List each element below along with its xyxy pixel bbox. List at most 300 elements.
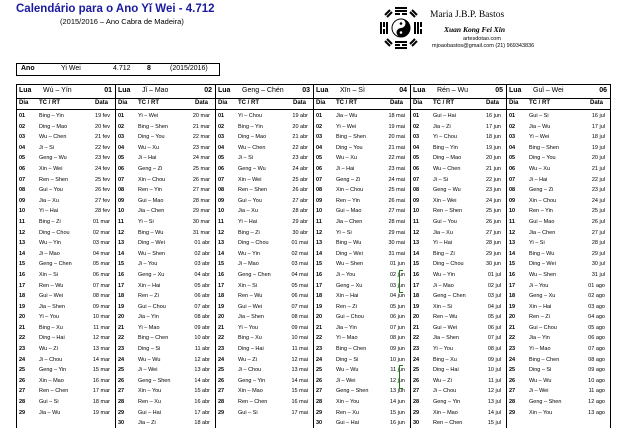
month-header	[17, 84, 116, 99]
calendar-row	[216, 302, 314, 313]
day-number: 26	[509, 377, 516, 384]
day-number: 17	[509, 282, 516, 289]
page-subtitle: (2015/2016 – Ano Cabra de Madeira)	[60, 17, 184, 26]
gregorian-date: 21 jun	[486, 165, 501, 172]
calendar-row	[17, 397, 116, 408]
stem-branch: Ji – Chou	[433, 388, 457, 395]
stem-branch: Gui – Hai	[336, 420, 359, 427]
calendar-row	[507, 408, 611, 419]
day-number: 27	[218, 388, 225, 395]
stem-branch: Ji – Hai	[529, 176, 548, 183]
day-number: 23	[19, 346, 26, 353]
calendar-row	[216, 196, 314, 207]
stem-branch: Ren – Yin	[138, 187, 162, 194]
stem-branch: Ding – Mao	[433, 155, 462, 162]
gregorian-date: 07 jul	[487, 335, 501, 342]
column-headers	[314, 98, 411, 110]
stem-branch: Gui – Mao	[529, 218, 555, 225]
day-number: 17	[118, 282, 125, 289]
day-number: 13	[19, 240, 26, 247]
gregorian-date: 11 abr	[194, 346, 210, 353]
gregorian-date: 30 mar	[192, 218, 210, 225]
gregorian-date: 15 abr	[194, 388, 210, 395]
gregorian-date: 23 abr	[292, 155, 308, 162]
calendar-row	[411, 408, 507, 419]
gregorian-date: 17 mai	[291, 409, 308, 416]
stem-branch: Ji – Wei	[336, 377, 356, 384]
day-number: 02	[413, 123, 420, 130]
day-number: 15	[316, 261, 323, 268]
calendar-row	[411, 196, 507, 207]
day-header: Dia	[218, 100, 228, 106]
stem-branch: Xin – Hai	[138, 282, 161, 289]
calendar-row	[411, 323, 507, 334]
calendar-row	[507, 228, 611, 239]
calendar-row	[17, 302, 116, 313]
calendar-row	[507, 122, 611, 133]
column-headers	[17, 98, 116, 110]
calendar-row	[216, 397, 314, 408]
gregorian-date: 28 fev	[95, 208, 110, 215]
day-number: 30	[316, 420, 323, 427]
stem-branch: Ji – Mao	[39, 250, 60, 257]
gregorian-date: 02 ago	[588, 293, 605, 300]
tcrt-header: TC / RT	[138, 100, 159, 106]
day-number: 08	[316, 187, 323, 194]
day-number: 22	[118, 335, 125, 342]
gregorian-date: 28 mai	[388, 218, 405, 225]
day-number: 09	[218, 197, 225, 204]
day-number: 01	[118, 113, 125, 119]
stem-branch: Bing – Xu	[238, 335, 262, 342]
gregorian-date: 25 jun	[486, 208, 501, 215]
stem-branch: Ren – Yin	[529, 208, 553, 215]
gregorian-date: 14 jul	[487, 409, 501, 416]
year-info-box	[16, 63, 220, 76]
calendar-row	[116, 196, 216, 207]
calendar-row	[314, 355, 411, 366]
gregorian-date: 23 jul	[591, 187, 605, 194]
stem-branch: Ding – Hai	[238, 346, 264, 353]
stem-branch: Bing – Wu	[529, 250, 555, 257]
stem-branch: Gui – You	[238, 197, 262, 204]
gregorian-date: 02 mai	[291, 250, 308, 257]
stem-branch: Gui – Chou	[529, 324, 557, 331]
month-name: Xīn – Sì	[340, 87, 365, 94]
stem-branch: Geng – Zi	[529, 187, 554, 194]
calendar-row	[17, 175, 116, 186]
stem-branch: Ren – Wu	[433, 314, 458, 321]
gregorian-date: 04 mai	[291, 271, 308, 278]
gregorian-date: 18 abr	[194, 420, 210, 427]
month-number: 01	[104, 87, 112, 94]
stem-branch: Gui – Hai	[433, 113, 456, 119]
gregorian-date: 01 jul	[487, 271, 501, 278]
gregorian-date: 16 jun	[486, 113, 501, 119]
calendar-row	[411, 132, 507, 143]
calendar-row	[507, 153, 611, 164]
gregorian-date: 04 jun	[390, 293, 405, 300]
day-number: 29	[218, 409, 225, 416]
stem-branch: Geng – Chen	[433, 293, 466, 300]
gregorian-date: 15 jun	[390, 409, 405, 416]
day-number: 17	[413, 282, 420, 289]
stem-branch: Ding – You	[336, 144, 363, 151]
gregorian-date: 23 jun	[486, 187, 501, 194]
calendar-row	[216, 418, 314, 429]
calendar-row	[17, 323, 116, 334]
date-header: Data	[485, 100, 499, 106]
day-number: 26	[316, 377, 323, 384]
stem-branch: Ji – You	[529, 282, 549, 289]
calendar-row	[116, 281, 216, 292]
gregorian-date: 16 mai	[291, 399, 308, 406]
calendar-row	[314, 206, 411, 217]
stem-branch: Yi – Wei	[336, 123, 357, 130]
gregorian-date: 19 mai	[388, 123, 405, 130]
month-name: Geng – Chén	[242, 87, 284, 94]
day-number: 27	[509, 388, 516, 395]
day-number: 11	[413, 218, 419, 225]
gregorian-date: 17 mar	[92, 388, 110, 395]
day-number: 12	[19, 229, 26, 236]
stem-branch: Xin – You	[138, 388, 162, 395]
calendar-row	[507, 397, 611, 408]
calendar-row	[507, 185, 611, 196]
stem-branch: Ren – Zi	[138, 293, 159, 300]
day-number: 23	[509, 346, 516, 353]
day-header: Dia	[413, 100, 423, 106]
calendar-row	[411, 217, 507, 228]
day-number: 22	[19, 335, 26, 342]
month-number: 04	[399, 87, 407, 94]
gregorian-date: 03 ago	[588, 303, 605, 310]
calendar-row	[216, 206, 314, 217]
gregorian-date: 10 jul	[487, 367, 501, 374]
tcrt-header: TC / RT	[336, 100, 357, 106]
gregorian-date: 29 jul	[591, 250, 605, 257]
gregorian-date: 21 mar	[192, 123, 210, 130]
day-number: 01	[218, 113, 225, 119]
day-number: 02	[19, 123, 26, 130]
calendar-row	[411, 397, 507, 408]
stem-branch: Xin – Si	[39, 271, 58, 278]
gregorian-date: 13 mai	[291, 367, 308, 374]
day-number: 18	[509, 293, 516, 300]
gregorian-date: 24 mai	[388, 176, 405, 183]
calendar-row	[314, 238, 411, 249]
stem-branch: Jia – Wu	[39, 409, 61, 416]
day-number: 24	[509, 356, 516, 363]
gregorian-date: 10 ago	[588, 377, 605, 384]
stem-branch: Ren – Chen	[39, 388, 69, 395]
stem-branch: Yi – Mao	[138, 324, 160, 331]
calendar-row	[17, 143, 116, 154]
gregorian-date: 09 jun	[390, 346, 405, 353]
calendar-row	[216, 217, 314, 228]
stem-branch: Ren – Shen	[39, 176, 69, 183]
gregorian-date: 22 jul	[591, 176, 605, 183]
gregorian-date: 29 jun	[486, 250, 501, 257]
day-number: 19	[19, 303, 26, 310]
calendar-row	[17, 185, 116, 196]
stem-branch: Xin – Wei	[433, 197, 457, 204]
stem-branch: Xin – Wei	[238, 176, 262, 183]
calendar-row	[314, 249, 411, 260]
gregorian-date: 03 jun	[390, 282, 405, 289]
day-number: 21	[118, 324, 125, 331]
day-number: 10	[316, 208, 323, 215]
month-lua-label: Lua	[316, 87, 329, 94]
calendar-row	[411, 418, 507, 429]
calendar-row	[507, 175, 611, 186]
stem-branch: Ding – Mao	[238, 134, 267, 141]
stem-branch: Ding – You	[529, 155, 556, 162]
day-number: 13	[118, 240, 125, 247]
stem-branch: Ding – Si	[138, 346, 161, 353]
calendar-row	[216, 259, 314, 270]
stem-branch: Yi – You	[433, 346, 453, 353]
day-number: 27	[118, 388, 125, 395]
stem-branch: Bing – Wu	[336, 240, 362, 247]
month-number: 05	[495, 87, 503, 94]
day-number: 24	[413, 356, 420, 363]
stem-branch: Geng – Zi	[336, 176, 361, 183]
calendar-row	[314, 323, 411, 334]
stem-branch: Ji – Chou	[39, 356, 63, 363]
stem-branch: Bing – Shen	[138, 123, 168, 130]
day-number: 06	[19, 165, 26, 172]
stem-branch: Wu – Xu	[529, 165, 550, 172]
day-number: 13	[413, 240, 420, 247]
day-number: 18	[218, 293, 225, 300]
month-number: 06	[599, 87, 607, 94]
gregorian-date: 24 jun	[486, 197, 501, 204]
day-number: 16	[509, 271, 516, 278]
gregorian-date: 08 jul	[487, 346, 501, 353]
gregorian-date: 16 mar	[92, 377, 110, 384]
day-number: 15	[218, 261, 225, 268]
day-number: 03	[413, 134, 420, 141]
day-number: 16	[413, 271, 420, 278]
day-number: 10	[413, 208, 420, 215]
day-number: 05	[316, 155, 323, 162]
calendar-row	[314, 333, 411, 344]
calendar-row	[507, 323, 611, 334]
day-number: 12	[509, 229, 516, 236]
stem-branch: Bing – Chen	[529, 356, 560, 363]
calendar-row	[314, 196, 411, 207]
day-number: 13	[218, 240, 225, 247]
calendar-row	[507, 132, 611, 143]
day-number: 04	[413, 144, 420, 151]
calendar-row	[116, 365, 216, 376]
gregorian-date: 12 mar	[92, 335, 110, 342]
calendar-row	[17, 418, 116, 429]
day-number: 08	[413, 187, 420, 194]
day-number: 16	[118, 271, 125, 278]
calendar-row	[17, 376, 116, 387]
day-number: 12	[218, 229, 225, 236]
day-number: 19	[509, 303, 516, 310]
calendar-row	[411, 249, 507, 260]
day-number: 02	[118, 123, 125, 130]
stem-branch: Ji – Chou	[238, 367, 262, 374]
day-number: 13	[316, 240, 323, 247]
calendar-row	[411, 302, 507, 313]
calendar-row	[116, 164, 216, 175]
gregorian-date: 31 mai	[388, 250, 405, 257]
stem-branch: Jia – Zi	[138, 420, 156, 427]
calendar-row	[216, 386, 314, 397]
bagua-yin-yang-icon	[378, 5, 424, 51]
calendar-row	[17, 111, 116, 122]
calendar-row	[507, 344, 611, 355]
day-number: 29	[316, 409, 323, 416]
calendar-row	[507, 196, 611, 207]
stem-branch: Geng – Xu	[336, 282, 363, 289]
stem-branch: Xin – Wei	[39, 165, 63, 172]
date-header: Data	[389, 100, 403, 106]
day-number: 03	[118, 134, 125, 141]
calendar-row	[507, 365, 611, 376]
day-number: 06	[413, 165, 420, 172]
month-number: 02	[204, 87, 212, 94]
stem-branch: Ji – You	[336, 271, 356, 278]
day-number: 02	[509, 123, 516, 130]
gregorian-date: 15 mar	[92, 367, 110, 374]
gregorian-date: 11 mar	[93, 324, 110, 331]
stem-branch: Wu – Yin	[238, 250, 260, 257]
calendar-row	[507, 386, 611, 397]
day-number: 03	[509, 134, 516, 141]
stem-branch: Ding – Si	[529, 367, 552, 374]
stem-branch: Jia – Xu	[238, 208, 258, 215]
gregorian-date: 28 mar	[192, 197, 210, 204]
contact-text: mjoaobastos@gmail.com (21) 969343836	[432, 43, 535, 49]
day-number: 06	[509, 165, 516, 172]
gregorian-date: 09 mar	[92, 303, 110, 310]
day-number: 24	[316, 356, 323, 363]
column-headers	[507, 98, 611, 110]
stem-branch: Bing – Shen	[336, 134, 366, 141]
calendar-row	[17, 408, 116, 419]
stem-branch: Wu – Zi	[238, 356, 257, 363]
calendar-row	[17, 132, 116, 143]
stem-branch: Yi – Chou	[433, 134, 457, 141]
gregorian-date: 22 mai	[388, 155, 405, 162]
calendar-row	[411, 238, 507, 249]
stem-branch: Xin – Si	[433, 303, 452, 310]
stem-branch: Yi – Hai	[238, 218, 258, 225]
page-title: Calendário para o Ano Yǐ Wei - 4.712	[16, 3, 215, 15]
day-number: 28	[19, 399, 26, 406]
gregorian-date: 25 abr	[292, 176, 308, 183]
day-number: 14	[316, 250, 323, 257]
calendar-row	[116, 122, 216, 133]
month-lua-label: Lua	[19, 87, 32, 94]
stem-branch: Geng – Yin	[39, 367, 67, 374]
stem-branch: Geng – Shen	[336, 388, 369, 395]
calendar-row	[116, 132, 216, 143]
gregorian-date: 14 abr	[194, 377, 210, 384]
calendar-row	[507, 270, 611, 281]
calendar-row	[216, 153, 314, 164]
calendar-row	[314, 376, 411, 387]
stem-branch: Jia – Yin	[529, 335, 550, 342]
gregorian-date: 31 jul	[591, 271, 605, 278]
calendar-row	[411, 185, 507, 196]
calendar-row	[17, 249, 116, 260]
gregorian-date: 01 ago	[588, 282, 605, 289]
calendar-row	[17, 122, 116, 133]
stem-branch: Wu – Wu	[336, 367, 359, 374]
calendar-row	[507, 312, 611, 323]
day-number: 21	[413, 324, 420, 331]
calendar-row	[314, 185, 411, 196]
gregorian-date: 04 abr	[194, 271, 210, 278]
gregorian-date: 22 jun	[486, 176, 501, 183]
calendar-row	[411, 376, 507, 387]
gregorian-date: 09 mai	[291, 324, 308, 331]
gregorian-date: 07 mar	[92, 282, 110, 289]
stem-branch: Jia – Zi	[433, 123, 451, 130]
stem-branch: Xin – Mao	[238, 388, 263, 395]
solar-term-marker	[399, 270, 403, 293]
gregorian-date: 02 abr	[194, 250, 210, 257]
day-number: 29	[19, 409, 26, 416]
day-number: 10	[19, 208, 26, 215]
day-number: 27	[413, 388, 420, 395]
gregorian-date: 06 mai	[291, 293, 308, 300]
calendar-row	[216, 408, 314, 419]
stem-branch: Wu – Xu	[138, 144, 159, 151]
stem-branch: Xin – Chou	[138, 176, 166, 183]
day-number: 08	[218, 187, 225, 194]
day-number: 18	[118, 293, 125, 300]
day-number: 12	[118, 229, 125, 236]
stem-branch: Ding – Hai	[433, 367, 459, 374]
day-number: 30	[413, 420, 420, 427]
day-number: 25	[509, 367, 516, 374]
day-number: 14	[218, 250, 225, 257]
calendar-row	[314, 386, 411, 397]
day-number: 04	[509, 144, 516, 151]
stem-branch: Jia – Xu	[433, 229, 453, 236]
day-number: 18	[413, 293, 420, 300]
stem-branch: Ren – Wu	[238, 293, 263, 300]
day-number: 06	[316, 165, 323, 172]
calendar-row	[314, 344, 411, 355]
gregorian-date: 21 mai	[388, 144, 405, 151]
stem-branch: Geng – Wu	[39, 155, 67, 162]
calendar-row	[411, 281, 507, 292]
calendar-row	[507, 164, 611, 175]
gregorian-date: 14 jun	[390, 399, 405, 406]
stem-branch: Wu – Yin	[39, 240, 61, 247]
calendar-row	[216, 270, 314, 281]
gregorian-date: 22 mar	[192, 134, 210, 141]
day-number: 21	[19, 324, 26, 331]
tcrt-header: TC / RT	[39, 100, 60, 106]
day-number: 03	[316, 134, 323, 141]
gregorian-date: 05 ago	[588, 324, 605, 331]
stem-branch: Yi – Wei	[529, 134, 550, 141]
calendar-row	[411, 122, 507, 133]
month-header	[507, 84, 611, 99]
gregorian-date: 24 jul	[591, 197, 605, 204]
stem-branch: Ding – Mao	[39, 123, 68, 130]
